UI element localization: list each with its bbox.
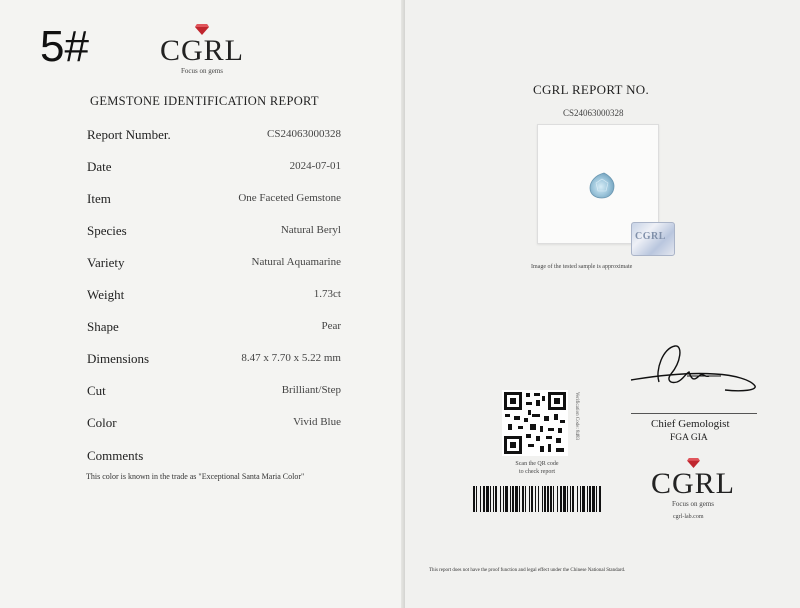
field-label: Weight — [87, 287, 125, 302]
report-number-value: CS24063000328 — [563, 108, 624, 118]
logo-brand: CGRL — [650, 467, 735, 500]
field-value: Brilliant/Step — [281, 384, 341, 396]
field-weight — [87, 287, 341, 305]
logo-tagline: Focus on gems — [181, 67, 223, 75]
photo-caption: Image of the tested sample is approximate — [531, 264, 633, 270]
scan-line-1: Scan the QR code — [515, 461, 559, 467]
field-date — [87, 159, 341, 177]
field-value: Vivid Blue — [293, 416, 341, 428]
signer-title: Chief Gemologist — [651, 418, 730, 430]
field-value: CS24063000328 — [267, 128, 341, 140]
field-label: Variety — [87, 255, 125, 270]
cgrl-logo-bottom — [643, 458, 743, 508]
hologram-text: CGRL — [635, 231, 666, 242]
cgrl-logo — [152, 24, 252, 75]
field-label: Report Number. — [87, 127, 171, 142]
field-value: 8.47 x 7.70 x 5.22 mm — [241, 352, 341, 364]
field-value: One Faceted Gemstone — [238, 192, 341, 204]
field-label: Cut — [87, 383, 106, 398]
comments-text: This color is known in the trade as "Exceptional Santa Maria Color" — [86, 472, 305, 481]
field-value: Natural Beryl — [280, 224, 341, 236]
signer-credentials: FGA GIA — [670, 433, 708, 443]
field-label: Color — [87, 415, 117, 430]
report-right-page — [404, 0, 800, 608]
field-label: Item — [87, 191, 111, 206]
barcode-icon — [473, 486, 601, 512]
field-label: Shape — [87, 319, 119, 334]
logo-brand: CGRL — [159, 34, 244, 67]
scan-line-2: to check report — [519, 469, 555, 475]
field-value: Pear — [321, 320, 341, 332]
signature-icon — [625, 340, 765, 410]
field-value: Natural Aquamarine — [251, 256, 341, 268]
logo-tagline: Focus on gems — [672, 500, 714, 508]
report-title: GEMSTONE IDENTIFICATION REPORT — [90, 94, 319, 108]
field-value: 2024-07-01 — [289, 160, 341, 172]
website-link[interactable]: cgrl-lab.com — [673, 514, 704, 520]
verification-code: Verification Code: 8483 — [574, 392, 579, 441]
report-number-title: CGRL REPORT NO. — [533, 82, 650, 97]
qr-code-icon[interactable] — [502, 390, 568, 456]
field-item — [87, 191, 341, 209]
field-label: Species — [87, 223, 127, 238]
field-variety — [87, 255, 341, 273]
comments-label: Comments — [87, 448, 144, 463]
field-species — [87, 223, 341, 241]
field-dimensions — [87, 351, 341, 369]
scan-instructions — [501, 460, 573, 476]
field-shape — [87, 319, 341, 337]
field-color — [87, 415, 341, 433]
legal-footer: This report does not have the proof function and legal effect under the Chinese National Standard. — [429, 568, 626, 573]
field-label: Date — [87, 159, 112, 174]
signature-line — [631, 413, 757, 414]
field-cut — [87, 383, 341, 401]
field-report-number — [87, 127, 341, 145]
lot-label: 5# — [40, 22, 89, 71]
field-value: 1.73ct — [313, 288, 341, 300]
hologram-sticker — [631, 222, 675, 256]
field-label: Dimensions — [87, 351, 150, 366]
